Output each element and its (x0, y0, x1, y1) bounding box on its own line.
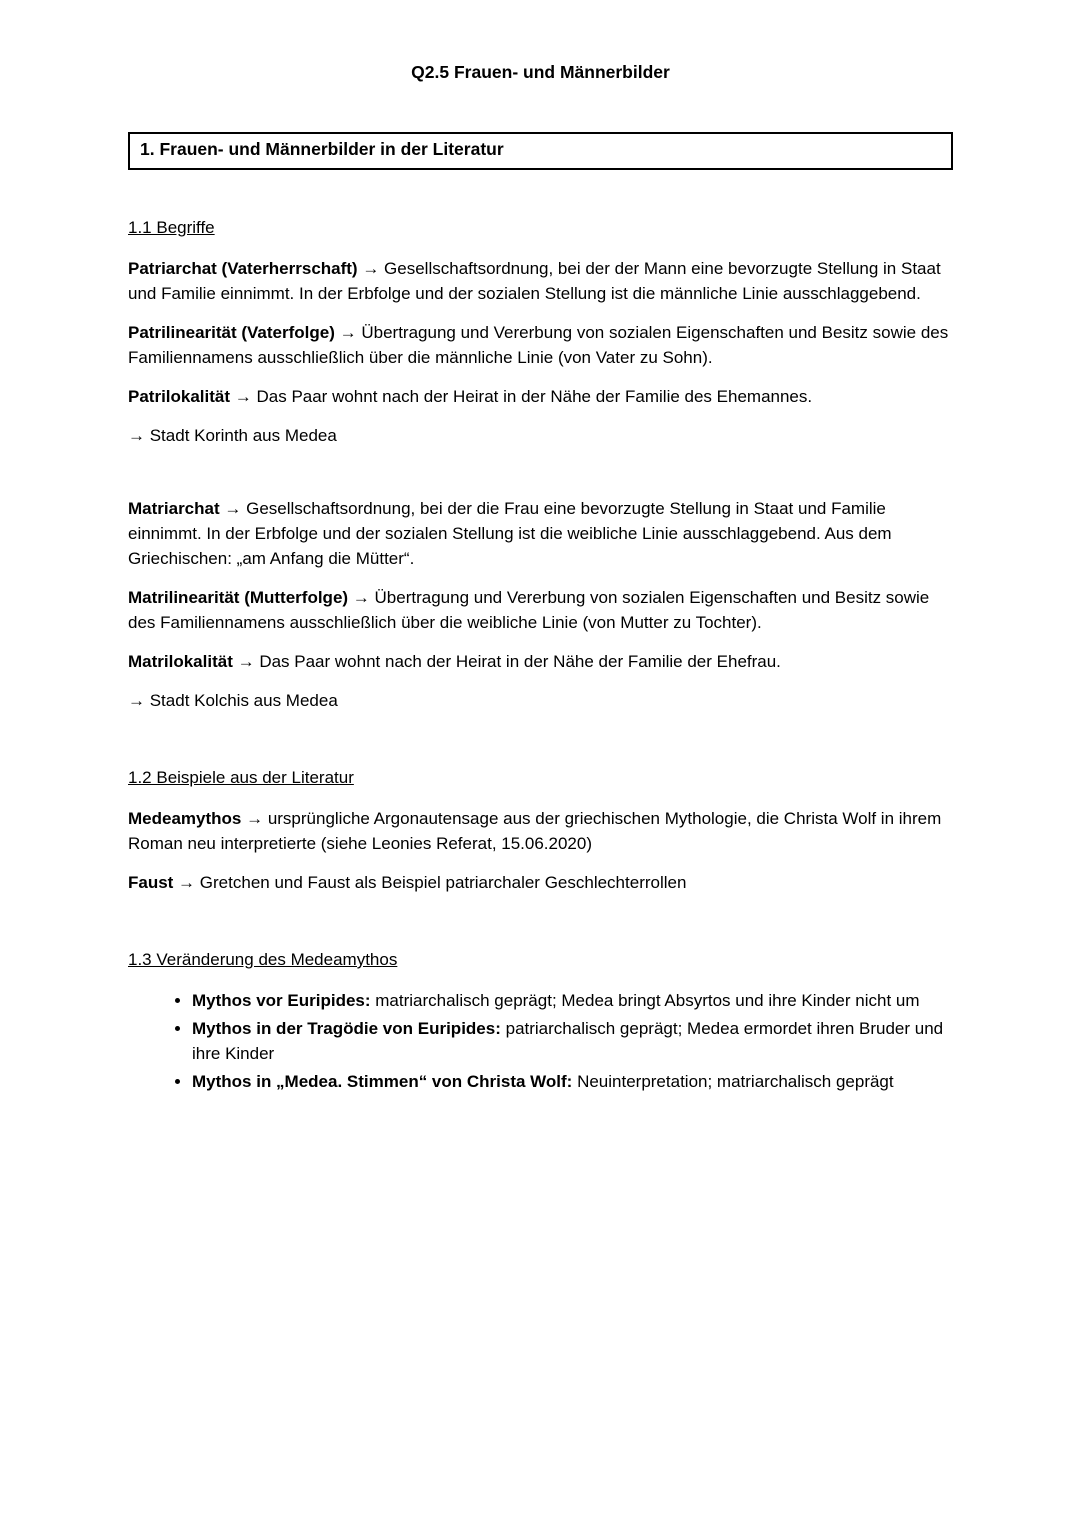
definition-text: Das Paar wohnt nach der Heirat in der Nähe der Familie des Ehemannes. (256, 387, 813, 406)
arrow-note-kolchis: → Stadt Kolchis aus Medea (128, 691, 338, 710)
bullet-item-tragoedie-euripides (192, 1016, 953, 1066)
definition-term: Patrilinearität (Vaterfolge) → (128, 323, 362, 342)
definition-text: Das Paar wohnt nach der Heirat in der Nähe der Familie der Ehefrau. (259, 652, 781, 671)
definition-term: Faust → (128, 873, 200, 892)
definition-text: Gesellschaftsordnung, bei der die Frau eine bevorzugte Stellung in Staat und Familie einnimmt. In der Erbfolge und der sozialen Stellung ist die weibliche Linie ausschlaggebend. Aus dem Griechischen: „am Anfang die Mütter“. (128, 499, 892, 568)
subsection-heading-1-3: 1.3 Veränderung des Medeamythos (128, 950, 398, 969)
bullet-term: Mythos vor Euripides: (192, 991, 376, 1010)
definition-term: Matrilokalität → (128, 652, 260, 671)
definition-faust (128, 870, 953, 895)
definition-matrilokalitaet (128, 649, 953, 674)
boxed-section-heading (128, 132, 953, 170)
page-title: Q2.5 Frauen- und Männerbilder (411, 62, 670, 82)
definition-text: Gretchen und Faust als Beispiel patriarchaler Geschlechterrollen (199, 873, 687, 892)
definition-medeamythos (128, 806, 953, 856)
definition-text: Übertragung und Vererbung von sozialen Eigenschaften und Besitz sowie des Familiennamens ausschließlich über die weibliche Linie (von Mutter zu Tochter). (128, 588, 930, 632)
bullet-term: Mythos in „Medea. Stimmen“ von Christa Wolf: (192, 1072, 578, 1091)
definition-text: Gesellschaftsordnung, bei der der Mann eine bevorzugte Stellung in Staat und Familie einnimmt. In der Erbfolge und der sozialen Stellung ist die männliche Linie ausschlaggebend. (128, 259, 941, 303)
boxed-section-heading-text: 1. Frauen- und Männerbilder in der Literatur (140, 139, 504, 159)
definition-term: Patrilokalität → (128, 387, 257, 406)
definition-text: Übertragung und Vererbung von sozialen Eigenschaften und Besitz sowie des Familiennamens ausschließlich über die männliche Linie (von Vater zu Sohn). (128, 323, 949, 367)
arrow-note-korinth: → Stadt Korinth aus Medea (128, 426, 337, 445)
definition-matrilinearitaet (128, 585, 953, 635)
definition-patrilokalitaet (128, 384, 953, 409)
subsection-heading-1-1: 1.1 Begriffe (128, 218, 215, 237)
bullet-item-medea-stimmen (192, 1069, 953, 1094)
bullet-term: Mythos in der Tragödie von Euripides: (192, 1019, 506, 1038)
definition-patrilinearitaet (128, 320, 953, 370)
definition-term: Matriarchat → (128, 499, 247, 518)
subsection-heading-1-2: 1.2 Beispiele aus der Literatur (128, 768, 354, 787)
definition-term: Patriarchat (Vaterherrschaft) → (128, 259, 385, 278)
definition-text: ursprüngliche Argonautensage aus der griechischen Mythologie, die Christa Wolf in ihrem Roman neu interpretierte (siehe Leonies Referat, 15.06.2020) (128, 809, 942, 853)
bullet-list-medeamythos (128, 988, 953, 1094)
bullet-text: Neuinterpretation; matriarchalisch geprägt (577, 1072, 894, 1091)
definition-patriarchat (128, 256, 953, 306)
definition-matriarchat (128, 496, 953, 571)
bullet-text: matriarchalisch geprägt; Medea bringt Absyrtos und ihre Kinder nicht um (375, 991, 920, 1010)
definition-term: Medeamythos → (128, 809, 268, 828)
bullet-item-vor-euripides (192, 988, 953, 1013)
definition-term: Matrilinearität (Mutterfolge) → (128, 588, 375, 607)
bullet-text: patriarchalisch geprägt; Medea ermordet ihren Bruder und ihre Kinder (192, 1019, 944, 1063)
